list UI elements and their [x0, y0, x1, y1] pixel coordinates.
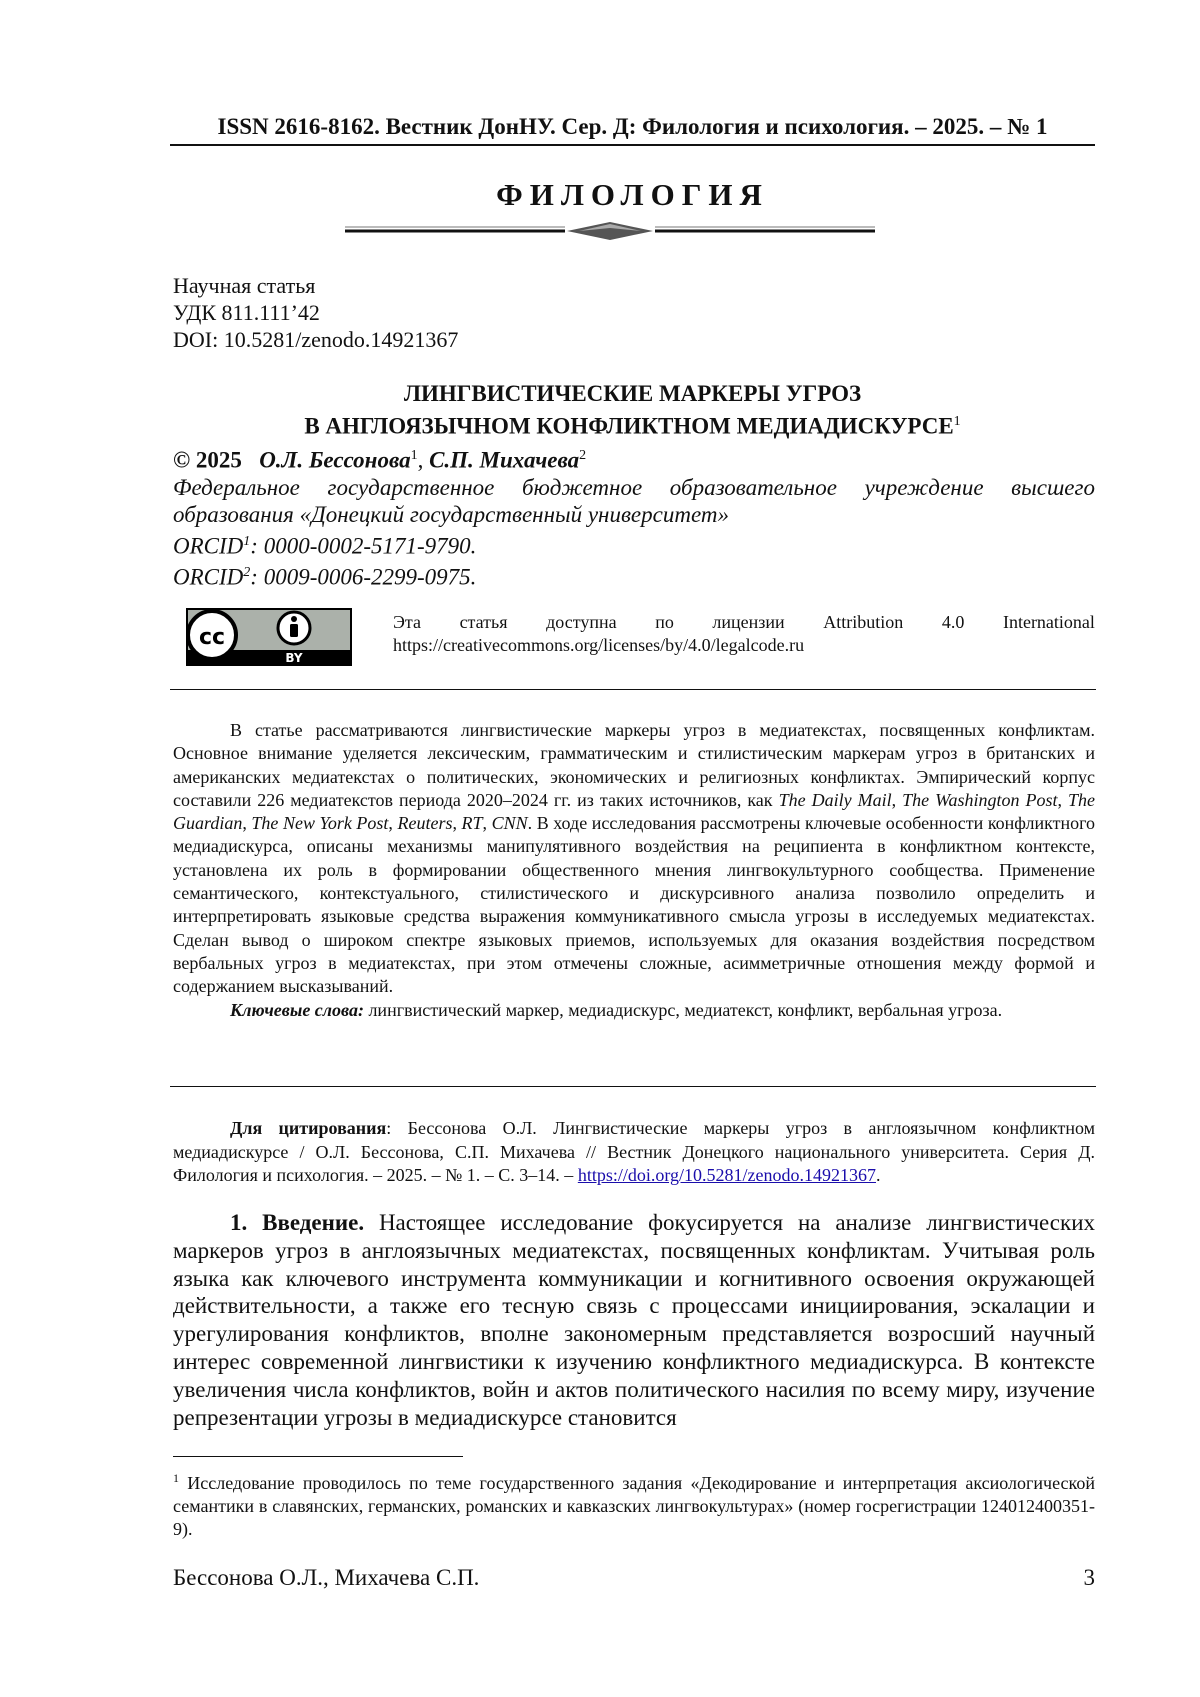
- title-line-1: ЛИНГВИСТИЧЕСКИЕ МАРКЕРЫ УГРОЗ: [403, 381, 862, 406]
- keywords-label: Ключевые слова:: [230, 999, 364, 1020]
- intro-text: Настоящее исследование фокусируется на анализе лингвистических маркеров угроз в англоязычных медиатекстах, посвященных конфликтам. Учитывая роль языка как ключевого инструмента коммуникации и когнитивного освоения окружающей действительности, а также его тесную связь с процессами инициирования, эскалации и урегулирования конфликтов, вполне закономерным представляется возросший научный интерес современной лингвистики к изучению конфликтного медиадискурса. В контексте увеличения числа конфликтов, войн и актов политического насилия по всему миру, изучение репрезентации угрозы в медиадискурсе становится: [173, 1210, 1096, 1430]
- divider-bottom: [170, 1086, 1096, 1087]
- author-1-mark: 1: [410, 448, 418, 463]
- footnote-rule: [173, 1456, 463, 1457]
- attribution-icon-head: [291, 616, 297, 622]
- source-sep: ,: [452, 813, 462, 834]
- doi: DOI: 10.5281/zenodo.14921367: [173, 327, 459, 352]
- abstract-part-1: В статье рассматриваются лингвистические маркеры угроз в медиатекстах, посвященных конфликтам. Основное внимание уделяется лексическим, грамматическим и стилистическим маркерам угроз в британских и американских медиатекстах о политических, экономических и религиозных конфликтах. Эмпирический корпус составили 226 медиатекстов периода 2020–2024 гг. из таких источников, как: [173, 720, 1095, 810]
- source-daily-mail: The Daily Mail: [778, 789, 892, 810]
- introduction: [173, 1209, 1095, 1431]
- source-new-york-post: The New York Post: [251, 813, 389, 834]
- title-line-2-text: В АНГЛОЯЗЫЧНОМ КОНФЛИКТНОМ МЕДИАДИСКУРСЕ: [304, 413, 954, 439]
- author-2-mark: 2: [579, 448, 587, 463]
- source-cnn: CNN: [491, 813, 528, 834]
- title-footnote-mark: 1: [953, 414, 961, 429]
- license-word: доступна: [546, 612, 617, 632]
- intro-heading: 1. Введение.: [230, 1210, 365, 1235]
- footnote-body: Исследование проводилось по теме государственного задания «Декодирование и интерпретация аксиологической семантики в славянских, германских, романских и кавказских лингвокультурах» (номер госрегистрации 124012400351-9).: [173, 1473, 1095, 1539]
- copyright: © 2025: [173, 447, 242, 473]
- license-word: лицензии: [712, 612, 785, 632]
- license-url[interactable]: https://creativecommons.org/licenses/by/4.0/legalcode.ru: [393, 635, 805, 655]
- abstract-part-2: В ходе исследования рассмотрены ключевые особенности конфликтного медиадискурса, описаны механизмы манипулятивного воздействия на реципиента в конфликтном контексте, установлена их роль в формировании общественного мнения лингвокультурного сообщества. Применение семантического, контекстуального, стилистического и дискурсивного анализа позволило определить и интерпретировать языковые средства выражения коммуникативного смысла угрозы в исследуемых медиатекстах. Сделан вывод о широком спектре языковых приемов, используемых для оказания воздействия посредством вербальных угроз в медиатекстах, при этом отмечены сложные, асимметричные отношения между формой и содержанием высказываний.: [173, 813, 1096, 997]
- source-sep: ,: [482, 813, 492, 834]
- footnote: [173, 1467, 1095, 1541]
- source-sep: ,: [1057, 789, 1068, 810]
- running-header: ISSN 2616-8162. Вестник ДонНУ. Сер. Д: Филология и психология. – 2025. – № 1: [170, 112, 1095, 146]
- citation-label: Для цитирования: [230, 1118, 387, 1138]
- license-word: статья: [459, 612, 508, 632]
- author-1: О.Л. Бессонова: [259, 447, 411, 473]
- authors-block: [173, 442, 1095, 591]
- article-type: Научная статья: [173, 273, 316, 298]
- cc-icon-text: cc: [198, 625, 226, 650]
- footnote-text: [173, 1467, 1095, 1541]
- keywords-list: лингвистический маркер, медиадискурс, медиатекст, конфликт, вербальная угроза.: [363, 999, 1003, 1020]
- orcid-2-label: ORCID: [173, 564, 244, 590]
- orcid-1-mark: 1: [243, 533, 251, 549]
- source-guardian: The Guardian: [173, 789, 1095, 834]
- abstract: [173, 719, 1095, 1022]
- license-word: International: [1002, 612, 1095, 632]
- affiliation: Федеральное государственное бюджетное образовательное учреждение высшего образования «Донецкий государственный университет»: [173, 474, 1095, 527]
- orcid-1: [173, 528, 1095, 560]
- footer-authors: Бессонова О.Л., Михачева С.П.: [173, 1565, 480, 1590]
- orcid-2-mark: 2: [243, 565, 251, 581]
- page-number: 3: [1083, 1565, 1095, 1590]
- orcid-1-label: ORCID: [173, 533, 244, 559]
- license-word: Эта: [393, 612, 421, 632]
- author-2: С.П. Михачева: [429, 447, 580, 473]
- divider-top: [170, 689, 1096, 690]
- license-word: по: [655, 612, 674, 632]
- source-reuters: Reuters: [397, 813, 453, 834]
- source-washington-post: The Washington Post: [902, 789, 1058, 810]
- citation-doi-link[interactable]: https://doi.org/10.5281/zenodo.14921367: [577, 1165, 876, 1185]
- orcid-2: [173, 559, 1095, 591]
- license-word: 4.0: [941, 612, 965, 632]
- author-separator: ,: [417, 447, 430, 473]
- abstract-text: [173, 719, 1095, 999]
- title-line-2: [170, 408, 1095, 441]
- source-sep: ,: [388, 813, 398, 834]
- citation-end: .: [875, 1165, 881, 1185]
- article-title: [170, 380, 1095, 441]
- license-text: [393, 611, 1095, 657]
- udc-code: УДК 811.111’42: [173, 300, 320, 325]
- source-sep: ,: [891, 789, 903, 810]
- citation-block: [173, 1117, 1095, 1188]
- license-word: Attribution: [823, 612, 904, 632]
- section-title: ФИЛОЛОГИЯ: [496, 177, 769, 212]
- ornament-divider: [345, 218, 875, 244]
- intro-paragraph: [173, 1209, 1095, 1431]
- source-rt: RT: [461, 813, 483, 834]
- author-line: [173, 442, 1095, 474]
- source-sep: ,: [242, 813, 252, 834]
- by-label: BY: [285, 651, 303, 665]
- orcid-1-value: : 0000-0002-5171-9790.: [250, 533, 477, 559]
- keywords: [173, 999, 1095, 1022]
- cc-by-license-badge[interactable]: [186, 608, 352, 666]
- citation-text: [173, 1117, 1095, 1188]
- license-statement: [393, 611, 1095, 634]
- source-sep: .: [527, 813, 533, 834]
- attribution-icon-body: [290, 624, 298, 637]
- citation-body: : Бессонова О.Л. Лингвистические маркеры угроз в англоязычном конфликтном медиадискурсе / О.Л. Бессонова, С.П. Михачева // Вестник Донецкого национального университета. Серия Д. Филология и психология. – 2025. – № 1. – С. 3–14. –: [173, 1118, 1095, 1185]
- orcid-2-value: : 0009-0006-2299-0975.: [250, 564, 477, 590]
- footnote-mark: 1: [173, 1471, 179, 1485]
- article-meta: [173, 272, 458, 353]
